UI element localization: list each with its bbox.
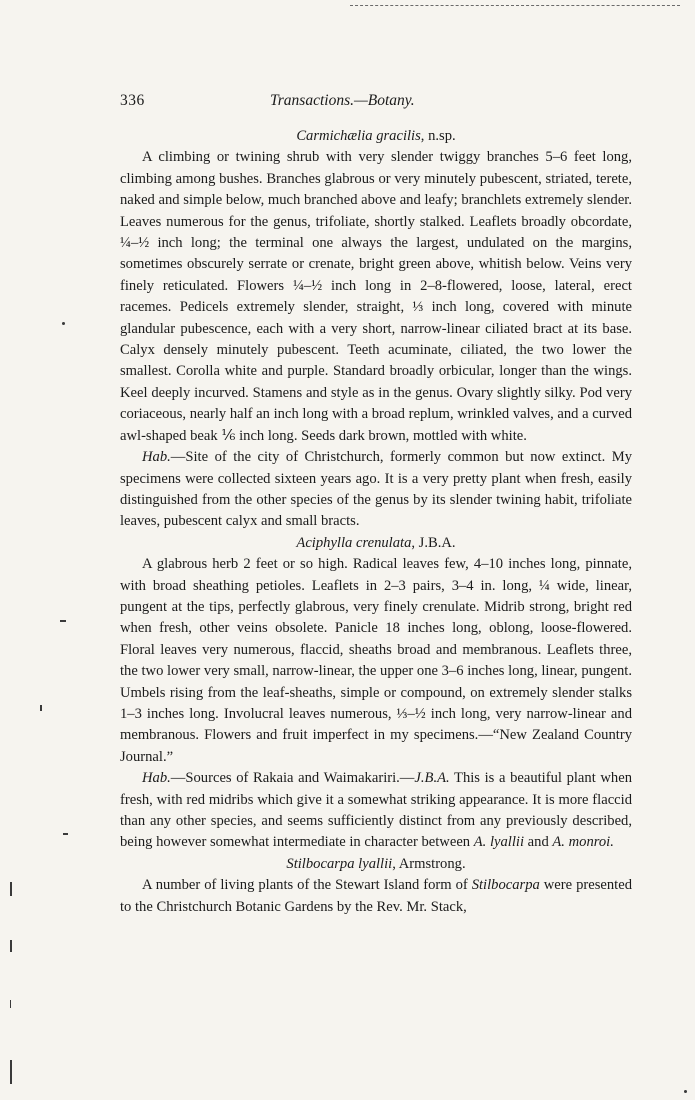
habitat-author: J.B.A. [414, 770, 450, 787]
description-text: A number of living plants of the Stewart Island form of [142, 877, 472, 894]
species-name: Stilbocarpa lyallii [286, 855, 393, 872]
page-body [120, 126, 632, 918]
habitat-label: Hab. [142, 770, 171, 787]
species-heading [120, 126, 632, 147]
running-head: Transactions.—Botany. [270, 92, 415, 109]
habitat-text: —Site of the city of Christchurch, formerly common but now extinct. My specimens were collected sixteen years ago. It is a very pretty plant when fresh, easily distinguished from the other species of the genus by its slender twining habit, trifoliate leaves, pubescent calyx and small bracts. [120, 449, 632, 530]
habitat-paragraph [120, 447, 632, 533]
species-description [120, 875, 632, 918]
margin-mark [40, 705, 42, 711]
species-name: Aciphylla crenulata [296, 534, 412, 551]
habitat-label: Hab. [142, 449, 171, 466]
margin-mark [10, 1000, 11, 1008]
margin-mark [10, 1060, 12, 1084]
conjunction: and [524, 834, 553, 851]
margin-mark [60, 620, 66, 622]
species-heading [120, 533, 632, 554]
compared-species: A. monroi. [552, 834, 614, 851]
margin-mark [62, 322, 65, 325]
species-suffix: , Armstrong. [392, 855, 466, 872]
compared-species: A. lyallii [473, 834, 525, 851]
habitat-text: —Sources of Rakaia and Waimakariri.— [170, 770, 415, 787]
species-suffix: , n.sp. [420, 128, 456, 144]
margin-mark [63, 833, 68, 835]
habitat-text: This is a beautiful plant when fresh, with red midribs which give it a somewhat striking appearance. It is more flaccid than any other species, and seems sufficiently distinct from any previously described, being however somewhat intermediate in character between [120, 770, 632, 851]
page-header [120, 92, 632, 114]
description-text: were presented to the Christchurch Botanic Gardens by the Rev. Mr. Stack, [120, 877, 632, 915]
species-suffix: , J.B.A. [411, 534, 456, 551]
genus-name: Stilbocarpa [471, 877, 540, 894]
species-heading [120, 854, 632, 875]
species-name: Carmichælia gracilis [296, 128, 421, 144]
top-rule [350, 5, 680, 6]
page-number: 336 [120, 92, 145, 109]
species-description: A glabrous herb 2 feet or so high. Radical leaves few, 4–10 inches long, pinnate, with broad sheathing petioles. Leaflets in 2–3 pairs, 3–4 in. long, ¼ wide, linear, pungent at the tips, perfectly glabrous, very finely crenulate. Midrib strong, bright red when fresh, other veins obsolete. Panicle 18 inches long, oblong, loose-flowered. Floral leaves very numerous, flaccid, sheaths broad and membranous. Leaflets three, the two lower very small, narrow-linear, the upper one 3–6 inches long, linear, pungent. Umbels rising from the leaf-sheaths, simple or compound, on extremely slender stalks 1–3 inches long. Involucral leaves numerous, ⅓–½ inch long, very narrow-linear and membranous. Flowers and fruit imperfect in my specimens.—“New Zealand Country Journal.” [120, 556, 632, 765]
margin-mark [10, 882, 12, 896]
habitat-paragraph [120, 768, 632, 854]
margin-mark [684, 1090, 687, 1093]
margin-mark [10, 940, 12, 952]
species-description: A climbing or twining shrub with very slender twiggy branches 5–6 feet long, climbing among bushes. Branches glabrous or very minutely pubescent, striated, terete, naked and simple below, much branched above and leafy; branchlets extremely slender. Leaves numerous for the genus, trifoliate, shortly stalked. Leaflets broadly obcordate, ¼–½ inch long; the terminal one always the largest, undulated on the margins, sometimes obscurely serrate or crenate, bright green above, whitish below. Veins very finely reticulated. Flowers ¼–½ inch long in 2–8-flowered, loose, lateral, erect racemes. Pedicels extremely slender, straight, ⅓ inch long, covered with minute glandular pubescence, each with a very short, narrow-linear ciliated bract at its base. Calyx densely minutely pubescent. Teeth acuminate, ciliated, the two lower the smallest. Corolla white and purple. Standard broadly orbicular, longer than the wings. Keel deeply incurved. Stamens and style as in the genus. Ovary slightly silky. Pod very coriaceous, nearly half an inch long with a broad replum, wrinkled valves, and a curved awl-shaped beak ⅙ inch long. Seeds dark brown, mottled with white. [120, 149, 632, 444]
